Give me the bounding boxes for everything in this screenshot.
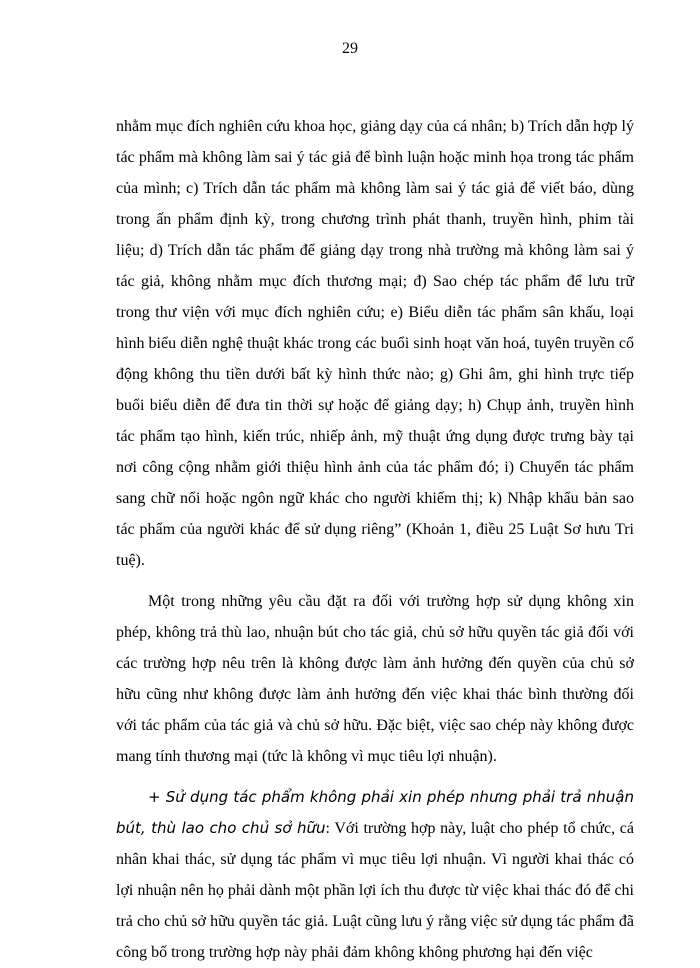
paragraph-citation-list: nhằm mục đích nghiên cứu khoa học, giảng dạy của cá nhân; b) Trích dẫn hợp lý tác phẩm mà không làm sai ý tác giả để bình luận hoặc minh họa trong tác phẩm của mình; c) Trích dẫn tác phẩm mà không làm sai ý tác giả để viết báo, dùng trong ấn phẩm định kỳ, trong chương trình phát thanh, truyền hình, phim tài liệu; d) Trích dẫn tác phẩm để giảng dạy trong nhà trường mà không làm sai ý tác giả, không nhằm mục đích thương mại; đ) Sao chép tác phẩm để lưu trữ trong thư viện với mục đích nghiên cứu; e) Biểu diễn tác phẩm sân khấu, loại hình biểu diễn nghệ thuật khác trong các buổi sinh hoạt văn hoá, tuyên truyền cổ động không thu tiền dưới bất kỳ hình thức nào; g) Ghi âm, ghi hình trực tiếp buổi biểu diễn để đưa tin thời sự hoặc để giảng dạy; h) Chụp ảnh, truyền hình tác phẩm tạo hình, kiến trúc, nhiếp ảnh, mỹ thuật ứng dụng được trưng bày tại nơi công cộng nhằm giới thiệu hình ảnh của tác phẩm đó; i) Chuyển tác phẩm sang chữ nổi hoặc ngôn ngữ khác cho người khiếm thị; k) Nhập khẩu bản sao tác phẩm của người khác để sử dụng riêng” (Khoản 1, điều 25 Luật Sơ hưu Tri tuệ). — [116, 118, 634, 569]
paid-use-heading: + Sử dụng tác phẩm không phải xin phép nhưng phải trả nhuận bút, thù lao cho chủ sở hữu — [116, 788, 634, 837]
paid-use-body: : Với trường hợp này, luật cho phép tổ chức, cá nhân khai thác, sử dụng tác phẩm vì mục tiêu lợi nhuận. Vì người khai thác có lợi nhuận nên họ phải dành một phần lợi ích thu được từ việc khai thác đó để chi trả cho chủ sở hữu quyền tác giả. Luật cũng lưu ý rằng việc sử dụng tác phẩm đã công bố trong trường hợp này phải đảm không không phương hại đến việc — [116, 820, 634, 961]
paragraph-requirements: Một trong những yêu cầu đặt ra đối với trường hợp sử dụng không xin phép, không trả thù lao, nhuận bút cho tác giả, chủ sở hữu quyền tác giả đối với các trường hợp nêu trên là không được làm ảnh hưởng đến quyền của chủ sở hữu cũng như không được làm ảnh hưởng đến việc khai thác bình thường đối với tác phẩm của tác giả và chủ sở hữu. Đặc biệt, việc sao chép này không được mang tính thương mại (tức là không vì mục tiêu lợi nhuận). — [116, 593, 634, 765]
document-body — [116, 111, 634, 968]
paragraph-paid-use — [116, 782, 634, 968]
page-number: 29 — [342, 40, 358, 57]
